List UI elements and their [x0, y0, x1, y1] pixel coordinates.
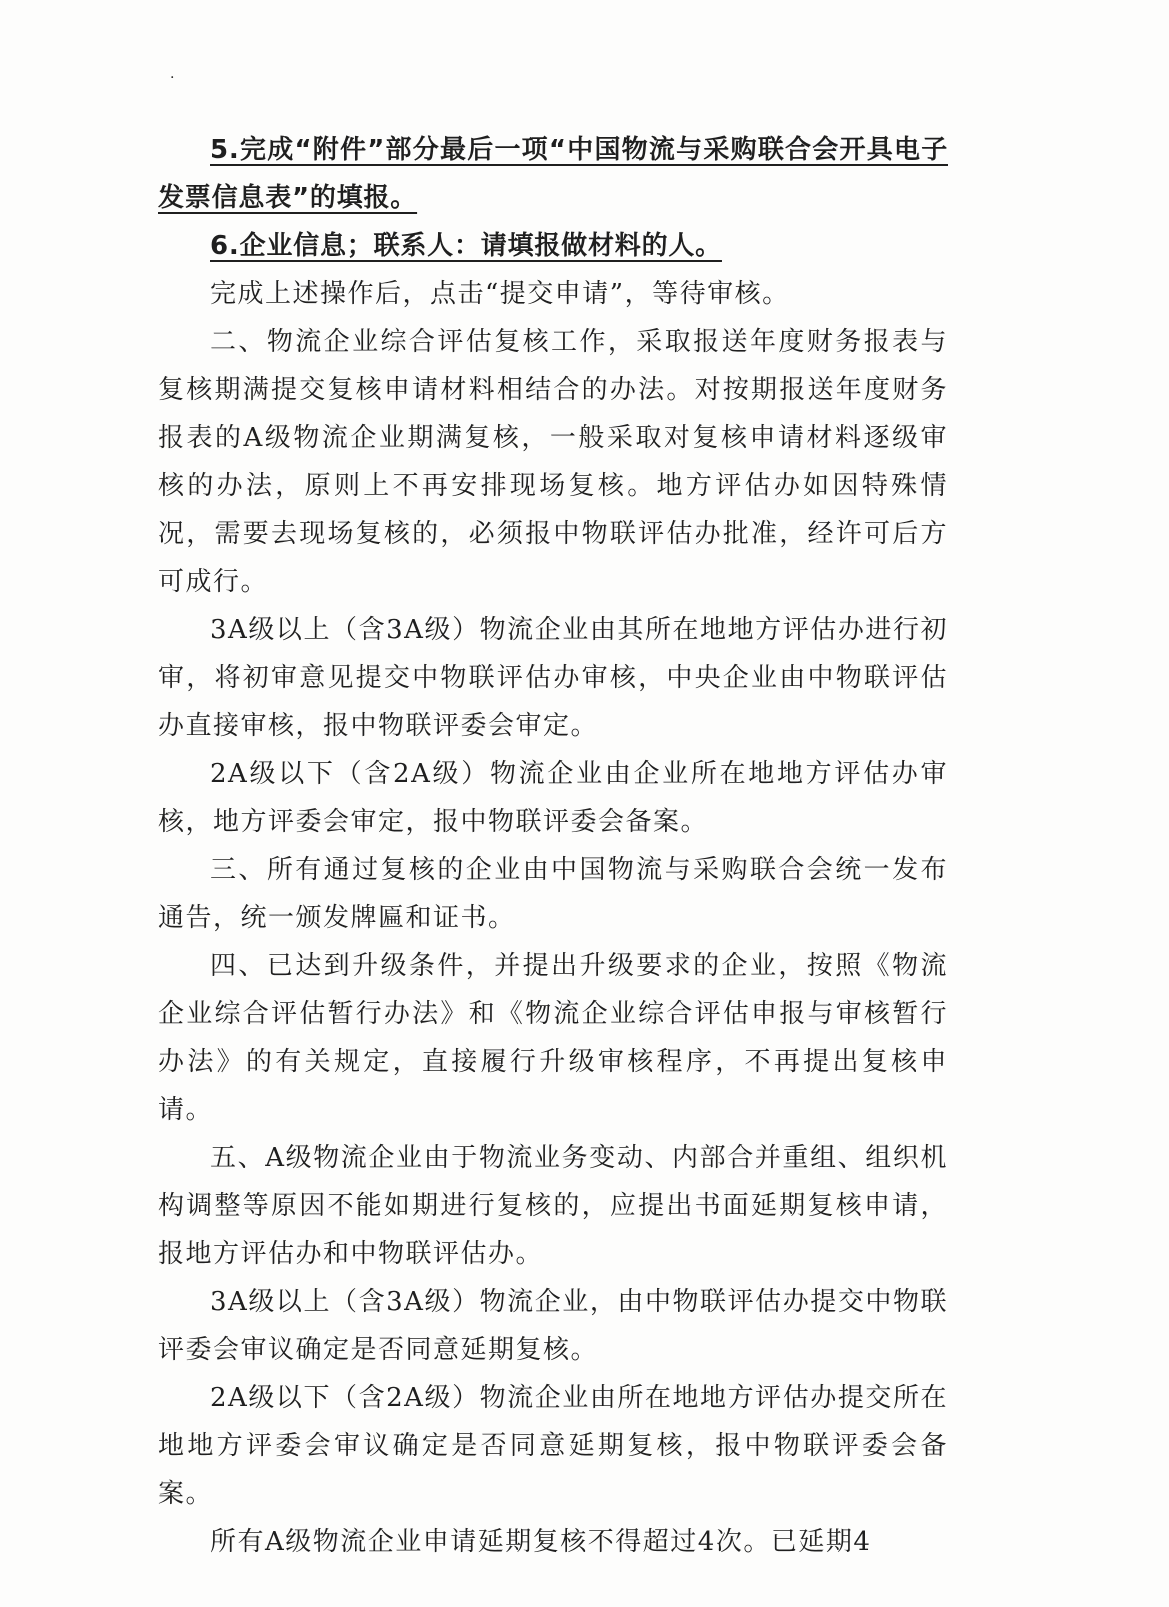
paragraph-submit: 完成上述操作后，点击“提交申请”，等待审核。 — [210, 279, 790, 309]
paragraph-step-6: 6.企业信息；联系人：请填报做材料的人。 — [210, 231, 722, 261]
paragraph-3a-review: 3A级以上（含3A级）物流企业由其所在地地方评估办进行初审，将初审意见提交中物联评估办审核，中央企业由中物联评估办直接审核，报中物联评委会审定。 — [158, 615, 948, 741]
paragraph-step-5: 5.完成“附件”部分最后一项“中国物流与采购联合会开具电子发票信息表”的填报。 — [158, 135, 948, 213]
paragraph-2a-extension: 2A级以下（含2A级）物流企业由所在地地方评估办提交所在地地方评委会审议确定是否同意延期复核，报中物联评委会备案。 — [158, 1383, 948, 1509]
paragraph-extension-limit: 所有A级物流企业申请延期复核不得超过4次。已延期4 — [210, 1527, 872, 1557]
paragraph-section-3: 三、所有通过复核的企业由中国物流与采购联合会统一发布通告，统一颁发牌匾和证书。 — [158, 855, 948, 933]
paragraph-section-5: 五、A级物流企业由于物流业务变动、内部合并重组、组织机构调整等原因不能如期进行复核的，应提出书面延期复核申请，报地方评估办和中物联评估办。 — [158, 1143, 948, 1269]
paragraph-3a-extension: 3A级以上（含3A级）物流企业，由中物联评估办提交中物联评委会审议确定是否同意延期复核。 — [158, 1287, 948, 1365]
paragraph-section-4: 四、已达到升级条件，并提出升级要求的企业，按照《物流企业综合评估暂行办法》和《物流企业综合评估申报与审核暂行办法》的有关规定，直接履行升级审核程序，不再提出复核申请。 — [158, 951, 948, 1125]
paragraph-section-2: 二、物流企业综合评估复核工作，采取报送年度财务报表与复核期满提交复核申请材料相结合的办法。对按期报送年度财务报表的A级物流企业期满复核，一般采取对复核申请材料逐级审核的办法，原则上不再安排现场复核。地方评估办如因特殊情况，需要去现场复核的，必须报中物联评估办批准，经许可后方可成行。 — [158, 327, 948, 597]
paragraph-2a-review: 2A级以下（含2A级）物流企业由企业所在地地方评估办审核，地方评委会审定，报中物联评委会备案。 — [158, 759, 948, 837]
document-body — [158, 126, 948, 1566]
scan-mark: . — [170, 66, 175, 82]
